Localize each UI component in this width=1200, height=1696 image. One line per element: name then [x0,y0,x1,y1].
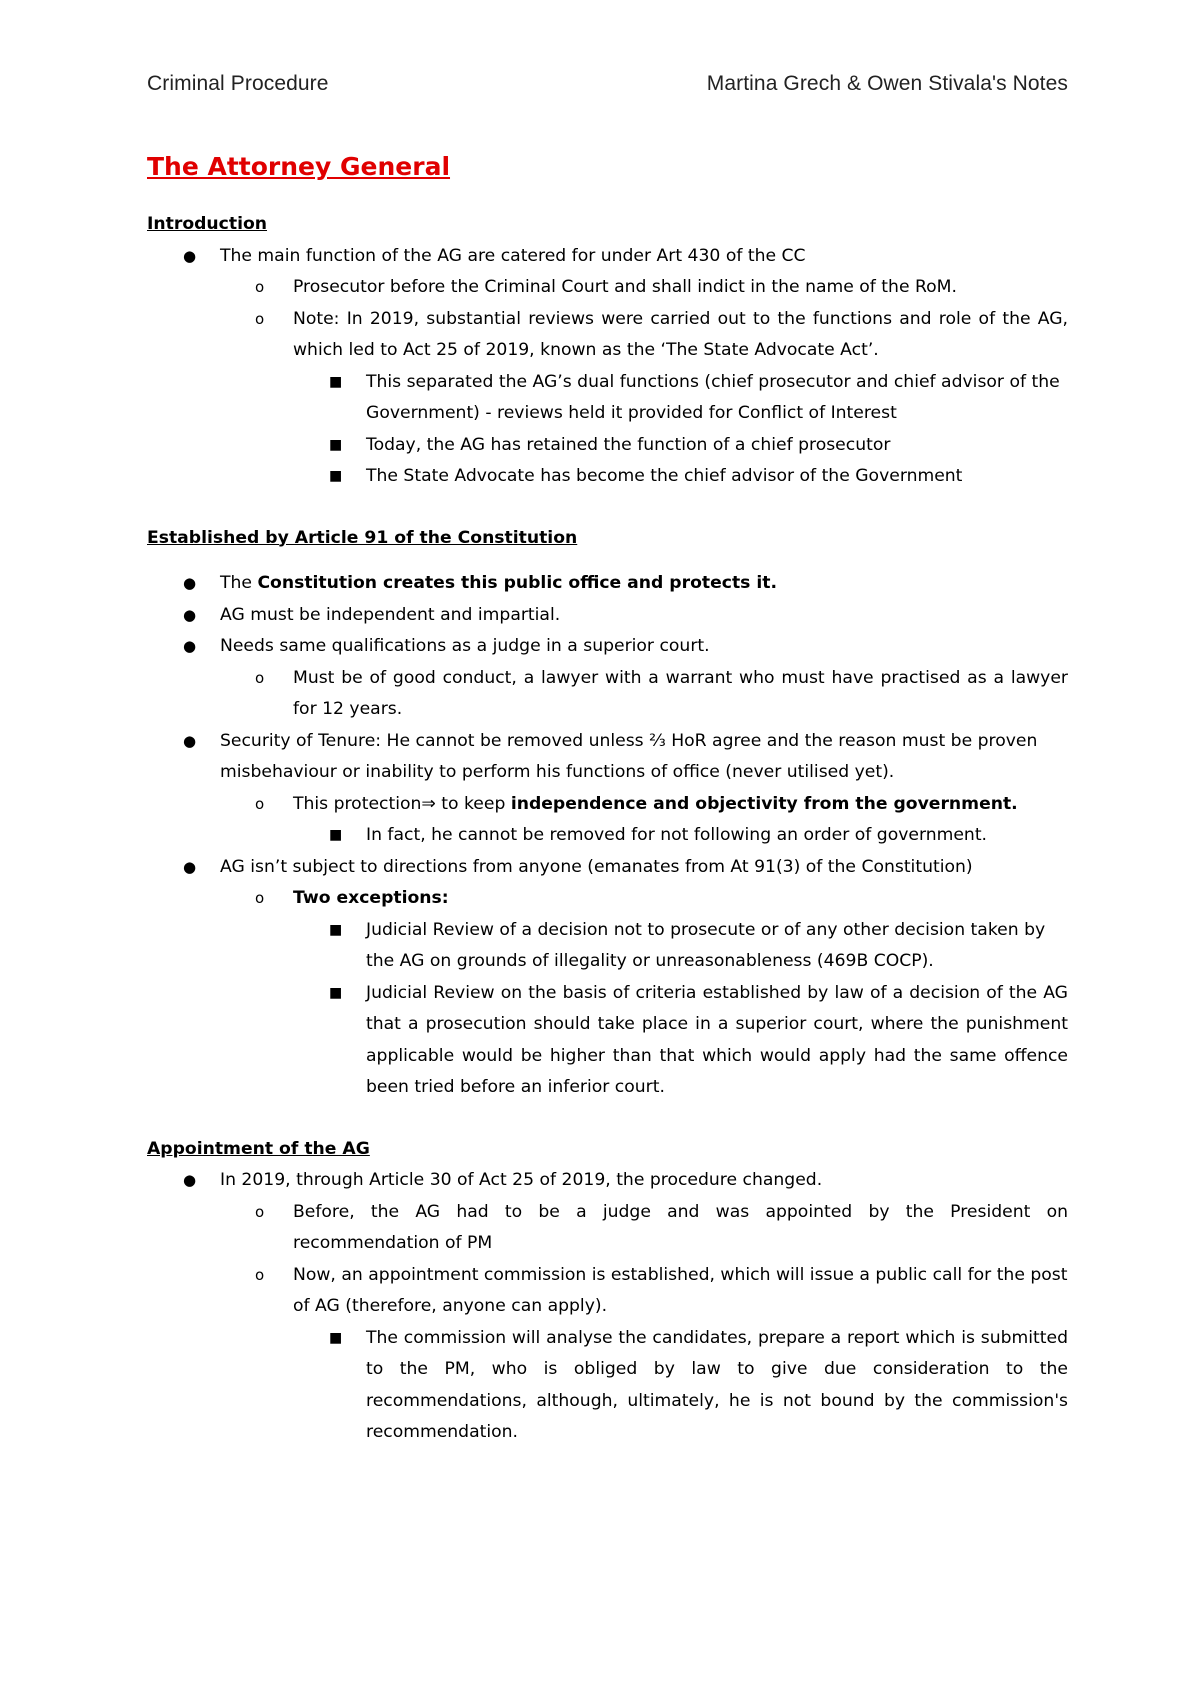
list-item [147,631,1068,663]
bullet-marker: ● [183,574,197,592]
list-item [147,272,1068,304]
list-item-text: This protection⇒ to keep [293,793,511,814]
list-item [147,430,1068,462]
section-heading-established: Established by Article 91 of the Constitution [147,527,578,548]
circle-marker: o [255,309,265,328]
list-item-text: In 2019, through Article 30 of Act 25 of 2019, the procedure changed. [220,1170,823,1190]
list-item [147,820,1068,852]
list-item [147,1323,1068,1449]
square-marker: ■ [329,468,343,484]
document-body [147,150,1068,1449]
list-item-text: This separated the AG’s dual functions (chief prosecutor and chief advisor of the Government) - reviews held it provided for Conflict of Interest [366,371,1060,423]
list-item [147,241,1068,273]
list-item-text: The [220,573,258,593]
square-marker: ■ [329,436,343,453]
spacer [147,554,1068,568]
bullet-marker: ● [183,731,197,750]
list-item-text: The main function of the AG are catered for under Art 430 of the CC [220,245,806,266]
circle-marker: o [255,668,265,687]
bullet-marker: ● [183,1171,197,1189]
bullet-marker: ● [183,637,197,655]
square-marker: ■ [329,1329,343,1346]
list-item-bold-text: Two exceptions: [293,888,449,908]
square-marker: ■ [329,984,343,1001]
list-item-text: Must be of good conduct, a lawyer with a warrant who must have practised as a lawyer for 12 years. [293,667,1068,719]
bullet-marker: ● [183,246,197,265]
section-heading-appointment: Appointment of the AG [147,1138,370,1159]
appointment-list [147,1165,1068,1449]
section-heading-introduction: Introduction [147,214,268,234]
list-item-text: Now, an appointment commission is established, which will issue a public call for the post of AG (therefore, anyone can apply). [293,1264,1068,1316]
list-item-text: Judicial Review on the basis of criteria established by law of a decision of the AG that a prosecution should take place in a superior court, where the punishment applicable would be higher than that which would apply had the same offence been tried before an inferior court. [366,982,1068,1097]
document-title: The Attorney General [147,152,451,181]
header-course: Criminal Procedure [147,72,329,95]
list-item-text: AG isn’t subject to directions from anyone (emanates from At 91(3) of the Constitution) [220,856,973,877]
circle-marker: o [255,889,265,907]
list-item-bold-text: independence and objectivity from the government. [510,793,1018,814]
list-item [147,663,1068,726]
list-item [147,883,1068,915]
circle-marker: o [255,1265,265,1284]
spacer [147,1104,1068,1134]
list-item-text: Needs same qualifications as a judge in a superior court. [220,636,710,656]
circle-marker: o [255,794,265,813]
list-item [147,915,1068,978]
list-item [147,789,1068,821]
square-marker: ■ [329,921,343,938]
list-item-bold-text: Constitution creates this public office and protects it. [257,573,778,593]
introduction-list [147,241,1068,493]
established-list [147,568,1068,1104]
circle-marker: o [255,278,265,296]
list-item [147,367,1068,430]
list-item [147,1165,1068,1197]
list-item-text: Before, the AG had to be a judge and was appointed by the President on recommendation of PM [293,1201,1068,1253]
list-item-text: The State Advocate has become the chief advisor of the Government [366,466,963,486]
bullet-marker: ● [183,857,197,876]
list-item-text: The commission will analyse the candidates, prepare a report which is submitted to the PM, who is obliged by law to give due consideration to the recommendations, although, ultimately, he is not bound by the commission's recommendation. [366,1327,1068,1442]
list-item [147,568,1068,600]
list-item-text: AG must be independent and impartial. [220,604,561,625]
list-item [147,852,1068,884]
list-item-text: Prosecutor before the Criminal Court and shall indict in the name of the RoM. [293,277,957,297]
list-item [147,978,1068,1104]
spacer [147,493,1068,523]
list-item-text: In fact, he cannot be removed for not following an order of government. [366,825,988,845]
list-item-text: Note: In 2019, substantial reviews were carried out to the functions and role of the AG, which led to Act 25 of 2019, known as the ‘The State Advocate Act’. [293,308,1068,360]
list-item-text: Security of Tenure: He cannot be removed unless ⅔ HoR agree and the reason must be proven misbehaviour or inability to perform his functions of office (never utilised yet). [220,730,1038,782]
square-marker: ■ [329,373,343,390]
list-item-text: Judicial Review of a decision not to prosecute or of any other decision taken by the AG on grounds of illegality or unreasonableness (469B COCP). [366,919,1046,971]
list-item [147,1197,1068,1260]
square-marker: ■ [329,827,343,843]
list-item [147,304,1068,367]
list-item [147,1260,1068,1323]
list-item [147,726,1068,789]
list-item-text: Today, the AG has retained the function of a chief prosecutor [366,434,891,455]
list-item [147,461,1068,493]
bullet-marker: ● [183,605,197,624]
header-authors: Martina Grech & Owen Stivala's Notes [706,72,1068,95]
list-item [147,600,1068,632]
circle-marker: o [255,1202,265,1221]
